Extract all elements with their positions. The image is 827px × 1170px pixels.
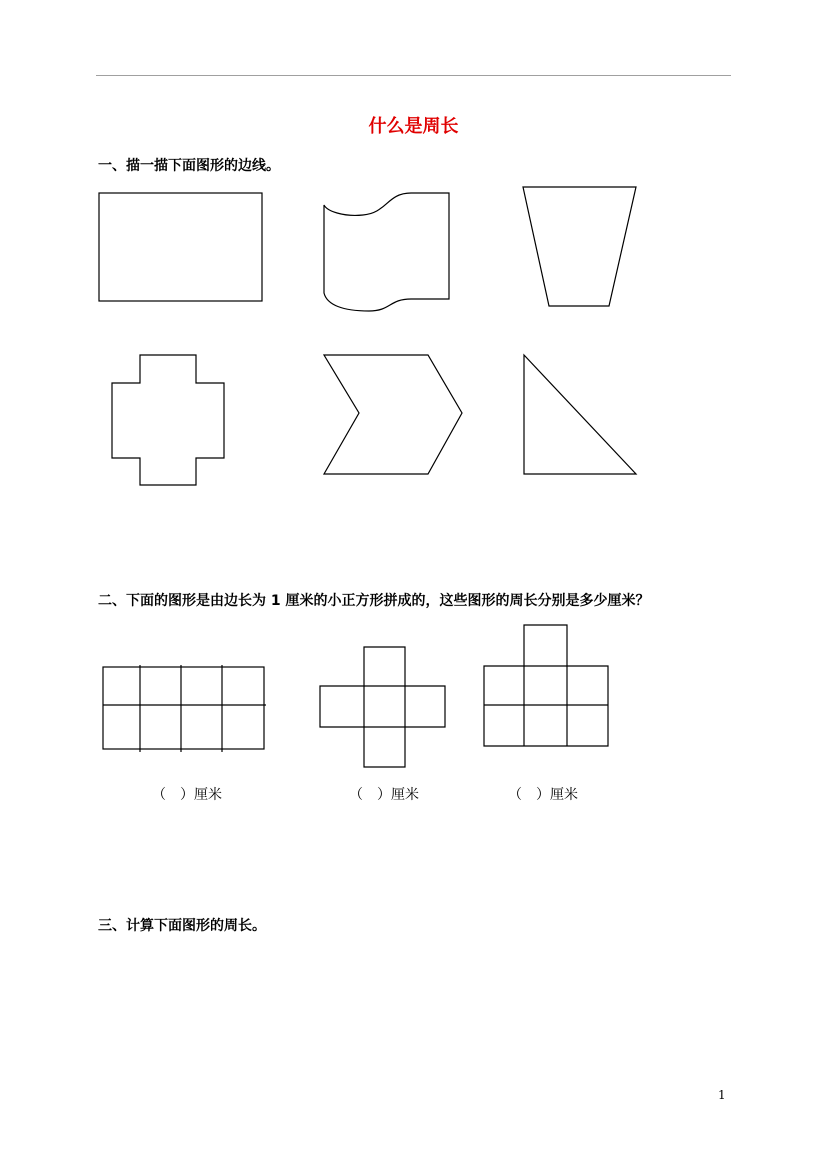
trapezoid-shape: [515, 180, 645, 315]
rectangle-shape: [90, 185, 270, 310]
chevron-arrow-shape: [315, 348, 470, 480]
grid-figure-cross: [312, 640, 452, 775]
section-3-heading: 三、计算下面图形的周长。: [98, 918, 266, 934]
header-rule: [96, 75, 731, 76]
answer-blank-1[interactable]: （ ）厘米: [152, 787, 222, 803]
page-number: 1: [718, 1088, 726, 1102]
section-1-heading: 一、描一描下面图形的边线。: [98, 158, 280, 174]
cross-shape: [105, 350, 233, 492]
grid-figure-rectangle: [95, 660, 275, 760]
grid-figure-t-shape: [478, 618, 618, 753]
answer-blank-3[interactable]: （ ）厘米: [508, 787, 578, 803]
wavy-sheet-shape: [315, 185, 460, 320]
right-triangle-shape: [515, 348, 645, 480]
page-title: 什么是周长: [368, 116, 459, 137]
answer-blank-2[interactable]: （ ）厘米: [349, 787, 419, 803]
section-2-heading: 二、下面的图形是由边长为 1 厘米的小正方形拼成的，这些图形的周长分别是多少厘米？: [98, 593, 650, 609]
